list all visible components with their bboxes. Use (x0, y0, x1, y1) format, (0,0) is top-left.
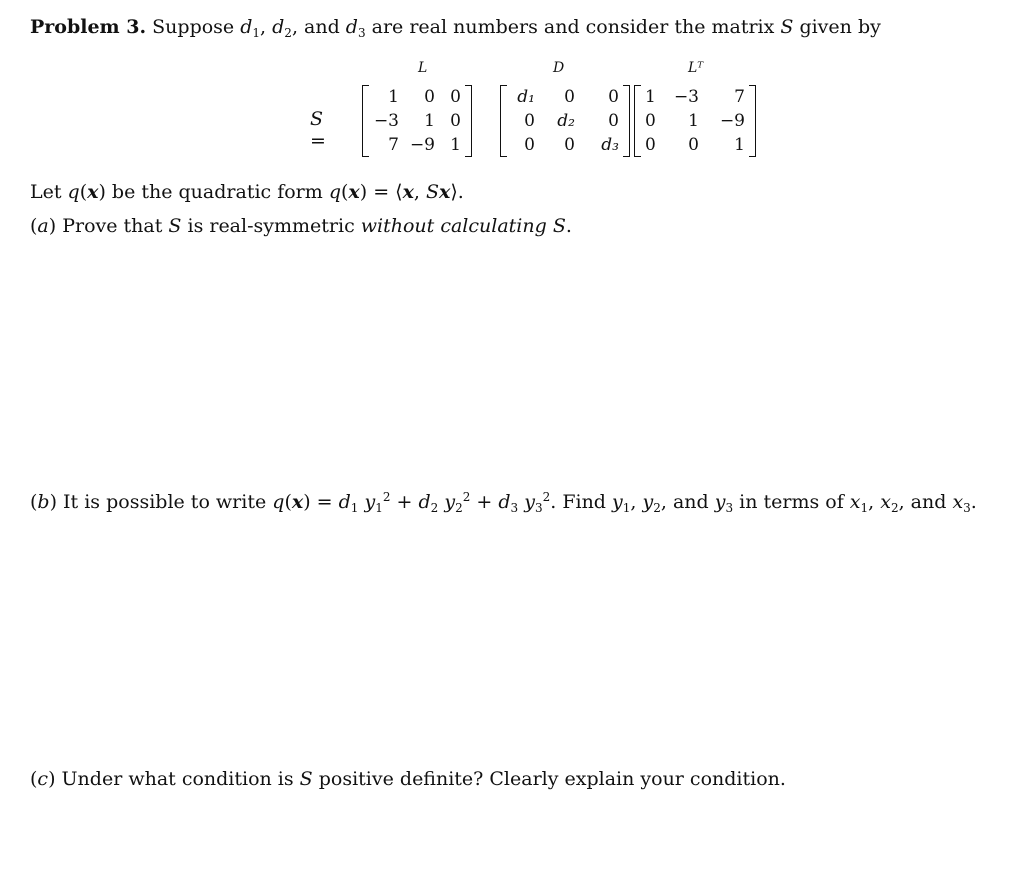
matrix-lt-cell: 7 (734, 87, 745, 107)
part-a: (a) Prove that S is real-symmetric without calculating S. (30, 215, 572, 237)
matrix-l-cell: 1 (388, 87, 399, 107)
matrix-l-cell: 1 (450, 135, 461, 155)
part-b-label: (b) (30, 491, 58, 513)
matrix-lt-cell: −3 (673, 87, 699, 107)
matrix-d-cell: 0 (524, 135, 535, 155)
matrix-d-cell: 0 (608, 87, 619, 107)
matrix-lt-cell: 1 (734, 135, 745, 155)
label-L: L (418, 60, 428, 76)
matrix-d-cell: d₁ (517, 87, 535, 107)
matrix-lt-cell: 0 (688, 135, 699, 155)
matrix-l-cell: 0 (424, 87, 435, 107)
matrix-l-cell: 1 (424, 111, 435, 131)
matrix-l-cell: −9 (409, 135, 435, 155)
equation-lhs: S = (310, 108, 326, 152)
part-a-label: (a) (30, 215, 57, 237)
matrix-lt-cell: −9 (719, 111, 745, 131)
label-LT: Lᵀ (688, 60, 704, 76)
problem-label: Problem 3. (30, 16, 147, 38)
part-c: (c) Under what condition is S positive definite? Clearly explain your condition. (30, 768, 786, 790)
matrix-d-cell: d₂ (557, 111, 575, 131)
problem-statement: Problem 3. Suppose $d_1$, $d_2$, and $d_3$ are real numbers and consider the matrix S given by (30, 16, 881, 40)
matrix-d-cell: 0 (564, 135, 575, 155)
matrix-lt-cell: 0 (645, 135, 656, 155)
matrix-d-cell: 0 (564, 87, 575, 107)
matrix-d-cell: d₃ (601, 135, 619, 155)
matrix-l-cell: 7 (388, 135, 399, 155)
matrix-lt-cell: 0 (645, 111, 656, 131)
matrix-l-cell: 0 (450, 111, 461, 131)
matrix-l-cell: −3 (373, 111, 399, 131)
matrix-d-cell: 0 (524, 111, 535, 131)
part-c-label: (c) (30, 768, 56, 790)
matrix-d-cell: 0 (608, 111, 619, 131)
matrix-D (500, 85, 630, 157)
matrix-LT (634, 85, 756, 157)
matrix-L (362, 85, 472, 157)
matrix-l-cell: 0 (450, 87, 461, 107)
quadratic-form-definition: Let q(x) be the quadratic form q(x) = ⟨x, Sx⟩. (30, 181, 464, 203)
label-D: D (553, 60, 565, 76)
part-b: (b) It is possible to write $q(x) = d_1$ $y_1^2 + d_2$ $y_2^2 + d_3$ $y_3^2$. Find $y_1$, $y_2$, and $y_3$ in terms of $x_1$, $x_2$, and $x_3$. (30, 490, 977, 515)
matrix-lt-cell: 1 (645, 87, 656, 107)
matrix-lt-cell: 1 (688, 111, 699, 131)
